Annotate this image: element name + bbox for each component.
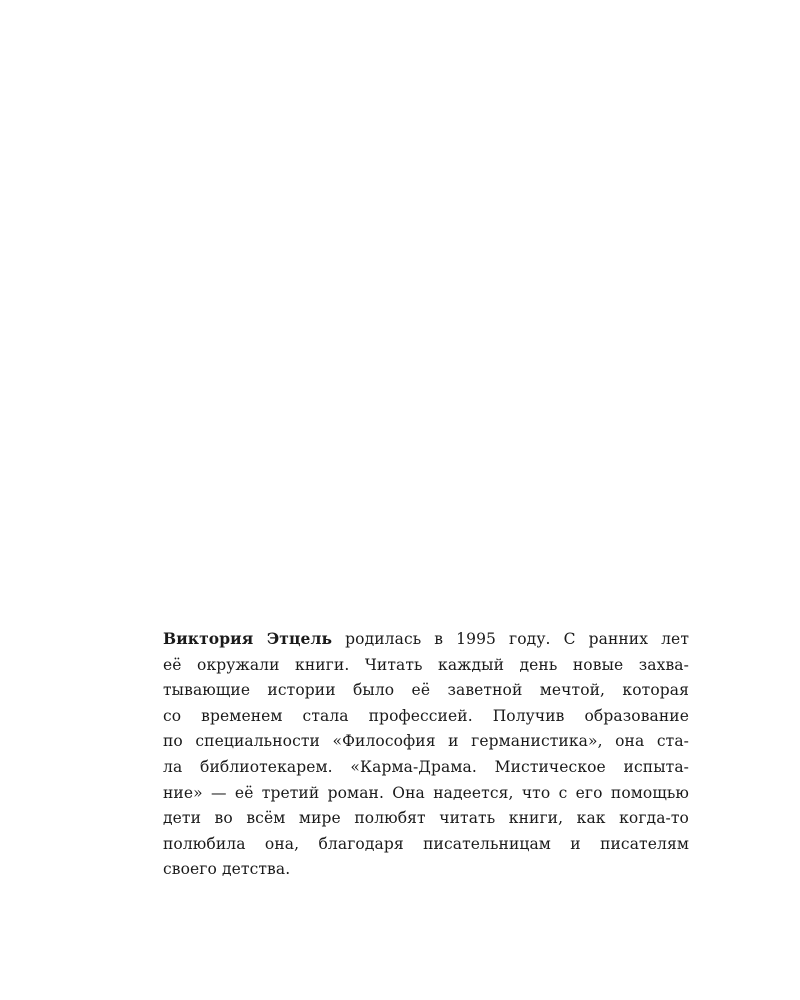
bio-line: тывающие истории было её заветной мечтой, которая bbox=[163, 681, 689, 700]
author-name: Виктория Этцель bbox=[163, 629, 333, 648]
bio-line: по специальности «Философия и германистика», она ста- bbox=[163, 732, 689, 751]
bio-line: полюбила она, благодаря писательницам и писателям bbox=[163, 834, 689, 853]
bio-line: ла библиотекарем. «Карма-Драма. Мистическое испыта- bbox=[163, 757, 689, 776]
bio-line: её окружали книги. Читать каждый день новые захва- bbox=[163, 655, 689, 674]
bio-line: своего детства. bbox=[163, 860, 291, 879]
author-bio-paragraph bbox=[163, 626, 689, 883]
bio-line-1 bbox=[163, 626, 689, 653]
bio-line: дети во всём мире полюбят читать книги, как когда-то bbox=[163, 809, 689, 828]
bio-line-1-text: родилась в 1995 году. С ранних лет bbox=[345, 630, 689, 648]
bio-line: ние» — её третий роман. Она надеется, что с его помощью bbox=[163, 783, 689, 802]
bio-line: со временем стала профессией. Получив образование bbox=[163, 706, 689, 725]
